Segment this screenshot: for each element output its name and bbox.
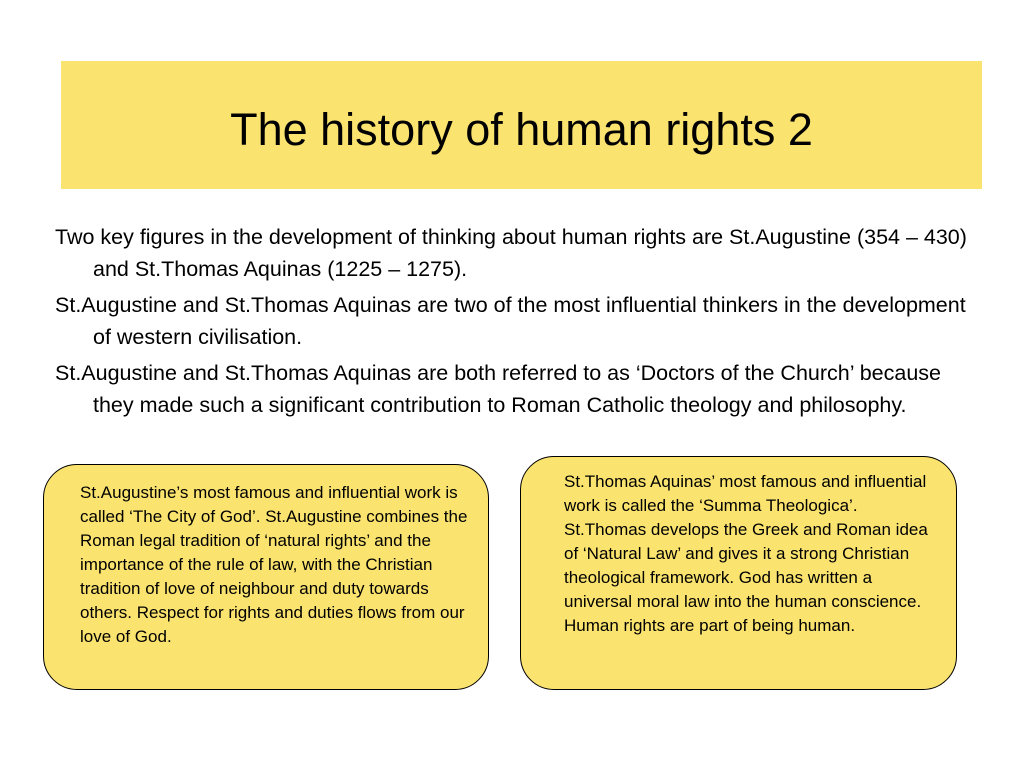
- aquinas-callout-text: St.Thomas Aquinas’ most famous and influential work is called the ‘Summa Theologica’. St.Thomas develops the Greek and Roman idea of ‘Natural Law’ and gives it a strong Christian theological framework. God has written a universal moral law into the human conscience. Human rights are part of being human.: [564, 472, 928, 635]
- augustine-callout: [43, 464, 489, 690]
- paragraph-doctors-of-church: St.Augustine and St.Thomas Aquinas are both referred to as ‘Doctors of the Church’ because they made such a significant contribution to Roman Catholic theology and philosophy.: [55, 361, 941, 417]
- aquinas-callout: [520, 456, 957, 690]
- paragraph-influential-thinkers: St.Augustine and St.Thomas Aquinas are two of the most influential thinkers in the development of western civilisation.: [55, 293, 966, 349]
- title-banner: [61, 61, 982, 189]
- slide-title: The history of human rights 2: [230, 103, 813, 155]
- body-text: [55, 222, 970, 426]
- augustine-callout-text: St.Augustine’s most famous and influential work is called ‘The City of God’. St.Augustine combines the Roman legal tradition of ‘natural rights’ and the importance of the rule of law, with the Christian tradition of love of neighbour and duty towards others. Respect for rights and duties flows from our love of God.: [80, 483, 468, 646]
- paragraph-key-figures: Two key figures in the development of thinking about human rights are St.Augustine (354 – 430) and St.Thomas Aquinas (1225 – 1275).: [55, 225, 967, 281]
